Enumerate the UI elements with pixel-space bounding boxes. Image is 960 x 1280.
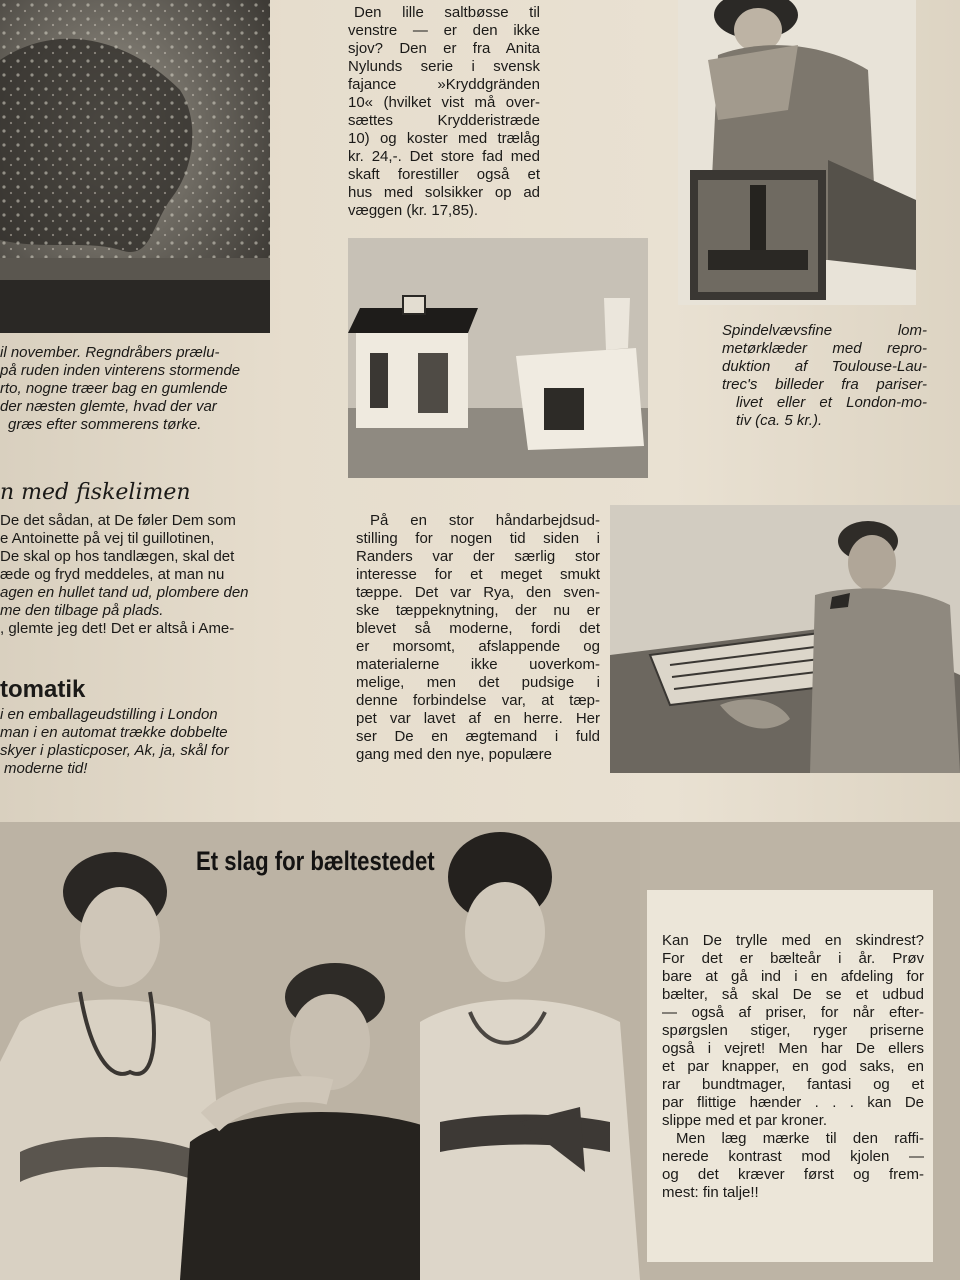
text-line: agen en hullet tand ud, plombere den bbox=[0, 584, 249, 601]
text-line: rto, nogne træer bag en gumlende bbox=[0, 380, 228, 397]
rug-knotting-man-photo bbox=[610, 505, 960, 773]
rain-text bbox=[0, 344, 290, 434]
text-line: denne forbindelse var, at tæp- bbox=[356, 692, 600, 709]
text-line: på ruden inden vinterens stormende bbox=[0, 362, 241, 379]
text-line: hus med solsikker op ad bbox=[348, 184, 540, 201]
text-line: også i vejret! Men har De ellers bbox=[662, 1040, 924, 1057]
saltbox-description bbox=[348, 4, 540, 220]
text-line: Randers var der særlig stor bbox=[356, 548, 600, 565]
text-line: ske tæppeknytning, der nu er bbox=[356, 602, 600, 619]
automatik-heading: tomatik bbox=[0, 676, 86, 703]
text-line: et par knapper, en god saks, en bbox=[662, 1058, 924, 1075]
text-line: græs efter sommerens tørke. bbox=[8, 416, 202, 433]
text-line: — også af priser, for når efter- bbox=[662, 1004, 924, 1021]
text-line: er morsomt, afslappende og bbox=[356, 638, 600, 655]
text-line: il november. Regndråbers prælu- bbox=[0, 344, 220, 361]
text-line: e Antoinette på vej til guillotinen, bbox=[0, 530, 215, 547]
text-line: Men læg mærke til den raffi- bbox=[676, 1130, 924, 1147]
text-line: bælter, så skal De se et udbud bbox=[662, 986, 924, 1003]
text-line: gang med den nye, populære bbox=[356, 746, 552, 763]
caption-line: duktion af Toulouse-Lau- bbox=[722, 358, 927, 375]
text-line: På en stor håndarbejdsud- bbox=[370, 512, 600, 529]
text-line: rar bundtmager, fantasi og et bbox=[662, 1076, 924, 1093]
text-line: par flittige hænder . . . kan De bbox=[662, 1094, 924, 1111]
text-line: pet var lavet af en herre. Her bbox=[356, 710, 600, 727]
text-line: Den lille saltbøsse til bbox=[354, 4, 540, 21]
text-line: skyer i plasticposer, Ak, ja, skål for bbox=[0, 742, 229, 759]
text-line: fajance »Kryddgränden bbox=[348, 76, 540, 93]
text-line: materialerne ikke uoverkom- bbox=[356, 656, 600, 673]
text-line: melige, men det pudsige i bbox=[356, 674, 600, 691]
fiskelim-text bbox=[0, 512, 290, 638]
text-line: og det kræver først og frem- bbox=[662, 1166, 924, 1183]
belt-feature-title: Et slag for bæltestedet bbox=[196, 846, 435, 876]
text-line: me den tilbage på plads. bbox=[0, 602, 164, 619]
text-line: 10) og koster med trælåg bbox=[348, 130, 540, 147]
caption-line: metørklæder med repro- bbox=[722, 340, 927, 357]
text-line: tæppe. Det var Rya, den sven- bbox=[356, 584, 600, 601]
caption-line: trec's billeder fra pariser- bbox=[722, 376, 927, 393]
text-line: væggen (kr. 17,85). bbox=[348, 202, 479, 219]
handkerchief-woman-photo bbox=[678, 0, 916, 305]
text-line: Nylunds serie i svensk bbox=[348, 58, 540, 75]
text-line: sjov? Den er fra Anita bbox=[348, 40, 540, 57]
fiskelim-heading: n med fiskelimen bbox=[0, 480, 191, 505]
text-line: mest: fin talje!! bbox=[662, 1184, 759, 1201]
caption-line: Spindelvævsfine lom- bbox=[722, 322, 927, 339]
text-line: bare at gå ind i en afdeling for bbox=[662, 968, 924, 985]
text-line: stilling for nogen tid siden i bbox=[356, 530, 600, 547]
text-line: blevet så moderne, fordi det bbox=[356, 620, 600, 637]
text-line: ser De en ægtemand i fuld bbox=[356, 728, 600, 745]
handkerchief-caption bbox=[722, 322, 927, 430]
caption-line: tiv (ca. 5 kr.). bbox=[736, 412, 823, 429]
saltbox-tray-photo bbox=[348, 238, 648, 478]
text-line: skaft forestiller også et bbox=[348, 166, 540, 183]
rya-text bbox=[356, 512, 600, 764]
text-line: venstre — er den ikke bbox=[348, 22, 540, 39]
text-line: 10« (hvilket vist må over- bbox=[348, 94, 540, 111]
automatik-text bbox=[0, 706, 290, 778]
caption-line: livet eller et London-mo- bbox=[736, 394, 927, 411]
text-line: moderne tid! bbox=[4, 760, 88, 777]
text-line: Kan De trylle med en skindrest? bbox=[662, 932, 924, 949]
text-line: der næsten glemte, hvad der var bbox=[0, 398, 217, 415]
belt-text bbox=[662, 932, 924, 1202]
text-line: nerede kontrast mod kjolen — bbox=[662, 1148, 924, 1165]
text-line: æde og fryd meddeles, at man nu bbox=[0, 566, 225, 583]
text-line: interesse for et meget smukt bbox=[356, 566, 600, 583]
text-line: man i en automat trække dobbelte bbox=[0, 724, 228, 741]
text-line: , glemte jeg det! Det er altså i Ame- bbox=[0, 620, 235, 637]
text-line: De det sådan, at De føler Dem som bbox=[0, 512, 236, 529]
rain-window-photo bbox=[0, 0, 270, 333]
text-line: spørgslen stiger, ryger priserne bbox=[662, 1022, 924, 1039]
text-line: De skal op hos tandlægen, skal det bbox=[0, 548, 235, 565]
text-line: kr. 24,-. Det store fad med bbox=[348, 148, 540, 165]
text-line: i en emballageudstilling i London bbox=[0, 706, 218, 723]
text-line: For det er bælteår i år. Prøv bbox=[662, 950, 924, 967]
belt-models-photo bbox=[0, 822, 640, 1280]
text-line: sættes Krydderistræde bbox=[348, 112, 540, 129]
text-line: slippe med et par kroner. bbox=[662, 1112, 828, 1129]
